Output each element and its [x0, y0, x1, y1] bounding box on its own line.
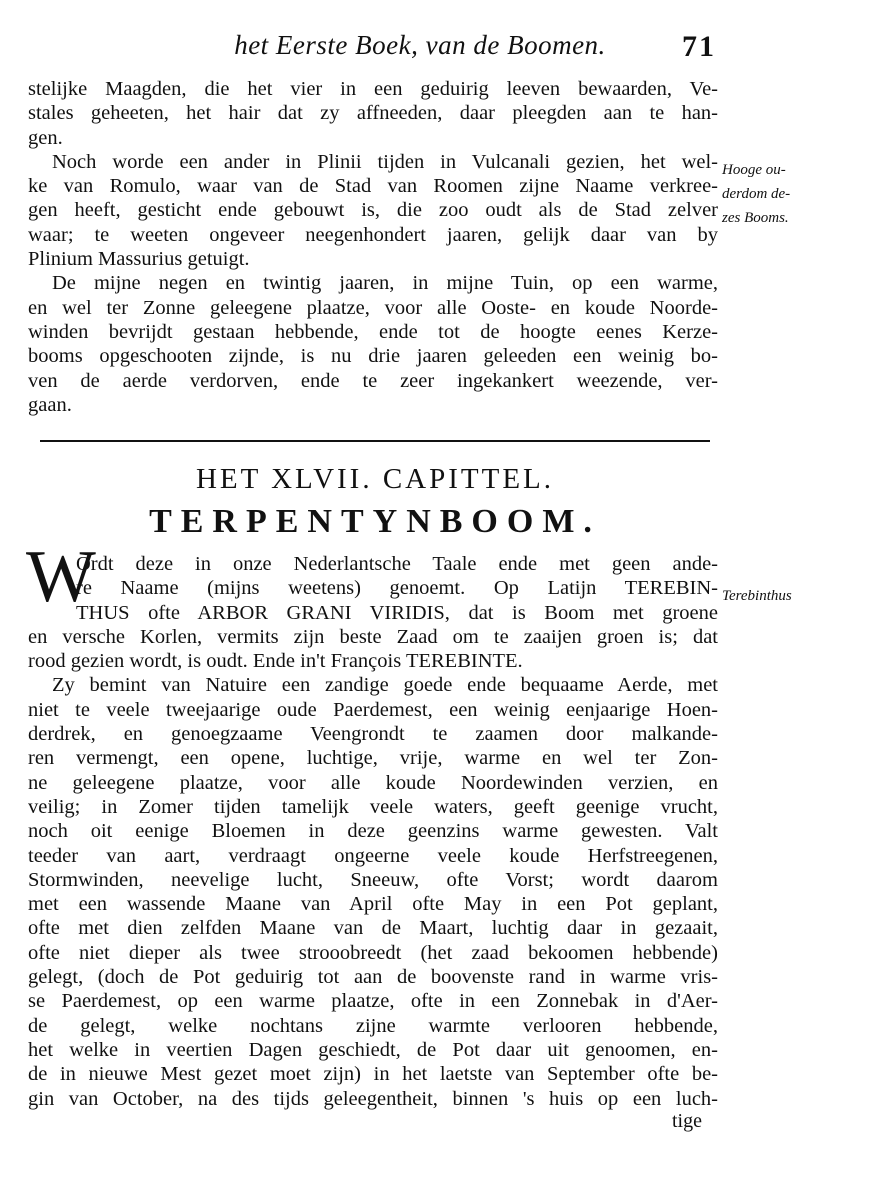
text-line: gaan. [28, 393, 72, 416]
chapter-heading: HET XLVII. CAPITTEL. [195, 463, 555, 495]
margin-note-age [722, 158, 832, 230]
text-line: met een wassende Maane van April ofte May in een Pot geplant, [28, 893, 718, 916]
text-line: gen heeft, gesticht ende gebouwt is, die zoo oudt als de Stad zelver [28, 199, 718, 222]
text-line: veilig; in Zomer tijden tamelijk veele waters, geeft geenige vrucht, [28, 795, 718, 818]
text-line: stales geheeten, het hair dat zy affneeden, daar pleegden aan te han- [28, 102, 718, 125]
text-line: ofte met dien zelfden Maane van de Maart, luchtig daar in gezaait, [28, 917, 718, 940]
text-line: gin van October, na des tijds geleegentheit, binnen 's huis op een luch- [28, 1087, 718, 1110]
text-line: re Naame (mijns weetens) genoemt. Op Latijn TEREBIN- [76, 577, 718, 600]
text-line: THUS ofte ARBOR GRANI VIRIDIS, dat is Boom met groene [76, 601, 718, 624]
text-line: Ordt deze in onze Nederlantsche Taale ende met geen ande- [76, 553, 718, 575]
text-line: ofte niet dieper als twee strooobreedt (het zaad bekoomen hebbende) [28, 941, 718, 964]
text-line: derdrek, en genoegzaame Veengrondt te zaamen door malkande- [28, 723, 718, 746]
text-line: de gelegt, welke nochtans zijne warmte verlooren hebbende, [28, 1014, 718, 1037]
section-rule [40, 440, 710, 442]
text-line: se Paerdemest, op een warme plaatze, ofte in een Zonnebak in d'Aer- [28, 990, 718, 1013]
text-line: ven de aerde verdorven, ende te zeer ingekankert weezende, ver- [28, 369, 718, 392]
text-line: Plinium Massurius getuigt. [28, 248, 250, 271]
margin-note-line: derdom de- [722, 186, 791, 202]
text-line: noch oit eenige Bloemen in deze geenzins warme gewesten. Valt [28, 820, 718, 843]
text-line: stelijke Maagden, die het vier in een geduirig leeven bewaarden, Ve- [28, 78, 718, 100]
text-line: teeder van aart, verdraagt ongeerne veele koude Herfstreegenen, [28, 844, 718, 867]
text-line: Zy bemint van Natuire een zandige goede ende bequaame Aerde, met [52, 674, 718, 697]
text-line: ren vermengt, een opene, luchtige, vrije, warme en wel ter Zon- [28, 747, 718, 770]
chapter-title: TERPENTYNBOOM. [149, 503, 601, 540]
text-line: het welke in veertien Dagen geschiedt, de Pot daar uit genoomen, en- [28, 1038, 718, 1061]
text-line: rood gezien wordt, is oudt. Ende in't François TEREBINTE. [28, 650, 523, 673]
text-line: De mijne negen en twintig jaaren, in mijne Tuin, op een warme, [52, 272, 718, 295]
top-paragraphs [28, 77, 718, 417]
text-line: en wel ter Zonne geleegene plaatze, voor alle Ooste- en koude Noorde- [28, 296, 718, 319]
text-line: ne geleegene plaatze, voor alle koude Noordewinden verzien, en [28, 771, 718, 794]
drop-cap: W [26, 536, 96, 618]
chapter-body [28, 552, 718, 1111]
page-number: 71 [682, 30, 716, 63]
margin-note-terebinthus: Terebinthus [722, 588, 792, 604]
text-line: Noch worde een ander in Plinii tijden in Vulcanali gezien, het wel- [52, 150, 718, 173]
text-line: gen. [28, 126, 63, 149]
margin-note-line: Hooge ou- [722, 162, 786, 178]
text-line: Stormwinden, neevelige lucht, Sneeuw, ofte Vorst; wordt daarom [28, 868, 718, 891]
text-line: booms opgeschooten zijnde, is nu drie jaaren geleeden een weinig bo- [28, 345, 718, 368]
text-line: ke van Romulo, waar van de Stad van Roomen zijne Naame verkree- [28, 175, 718, 198]
text-line: waar; te weeten ongeveer neegenhondert jaaren, gelijk daar van by [28, 223, 718, 246]
catchword: tige [672, 1110, 702, 1132]
text-line: de in nieuwe Mest gezet moet zijn) in het laetste van September ofte be- [28, 1063, 718, 1086]
text-line: niet te veele tweejaarige oude Paerdemest, een weinig eenjaarige Hoen- [28, 698, 718, 721]
text-line: winden bevrijdt gestaan hebbende, ende tot de hoogte eenes Kerze- [28, 320, 718, 343]
running-title: het Eerste Boek, van de Boomen. [234, 30, 606, 60]
text-line: gelegt, (doch de Pot geduirig tot aan de boovenste rand in warme vris- [28, 966, 718, 989]
text-line: en versche Korlen, vermits zijn beste Zaad om te zaaijen groen is; dat [28, 625, 718, 648]
margin-note-line: zes Booms. [722, 210, 789, 226]
